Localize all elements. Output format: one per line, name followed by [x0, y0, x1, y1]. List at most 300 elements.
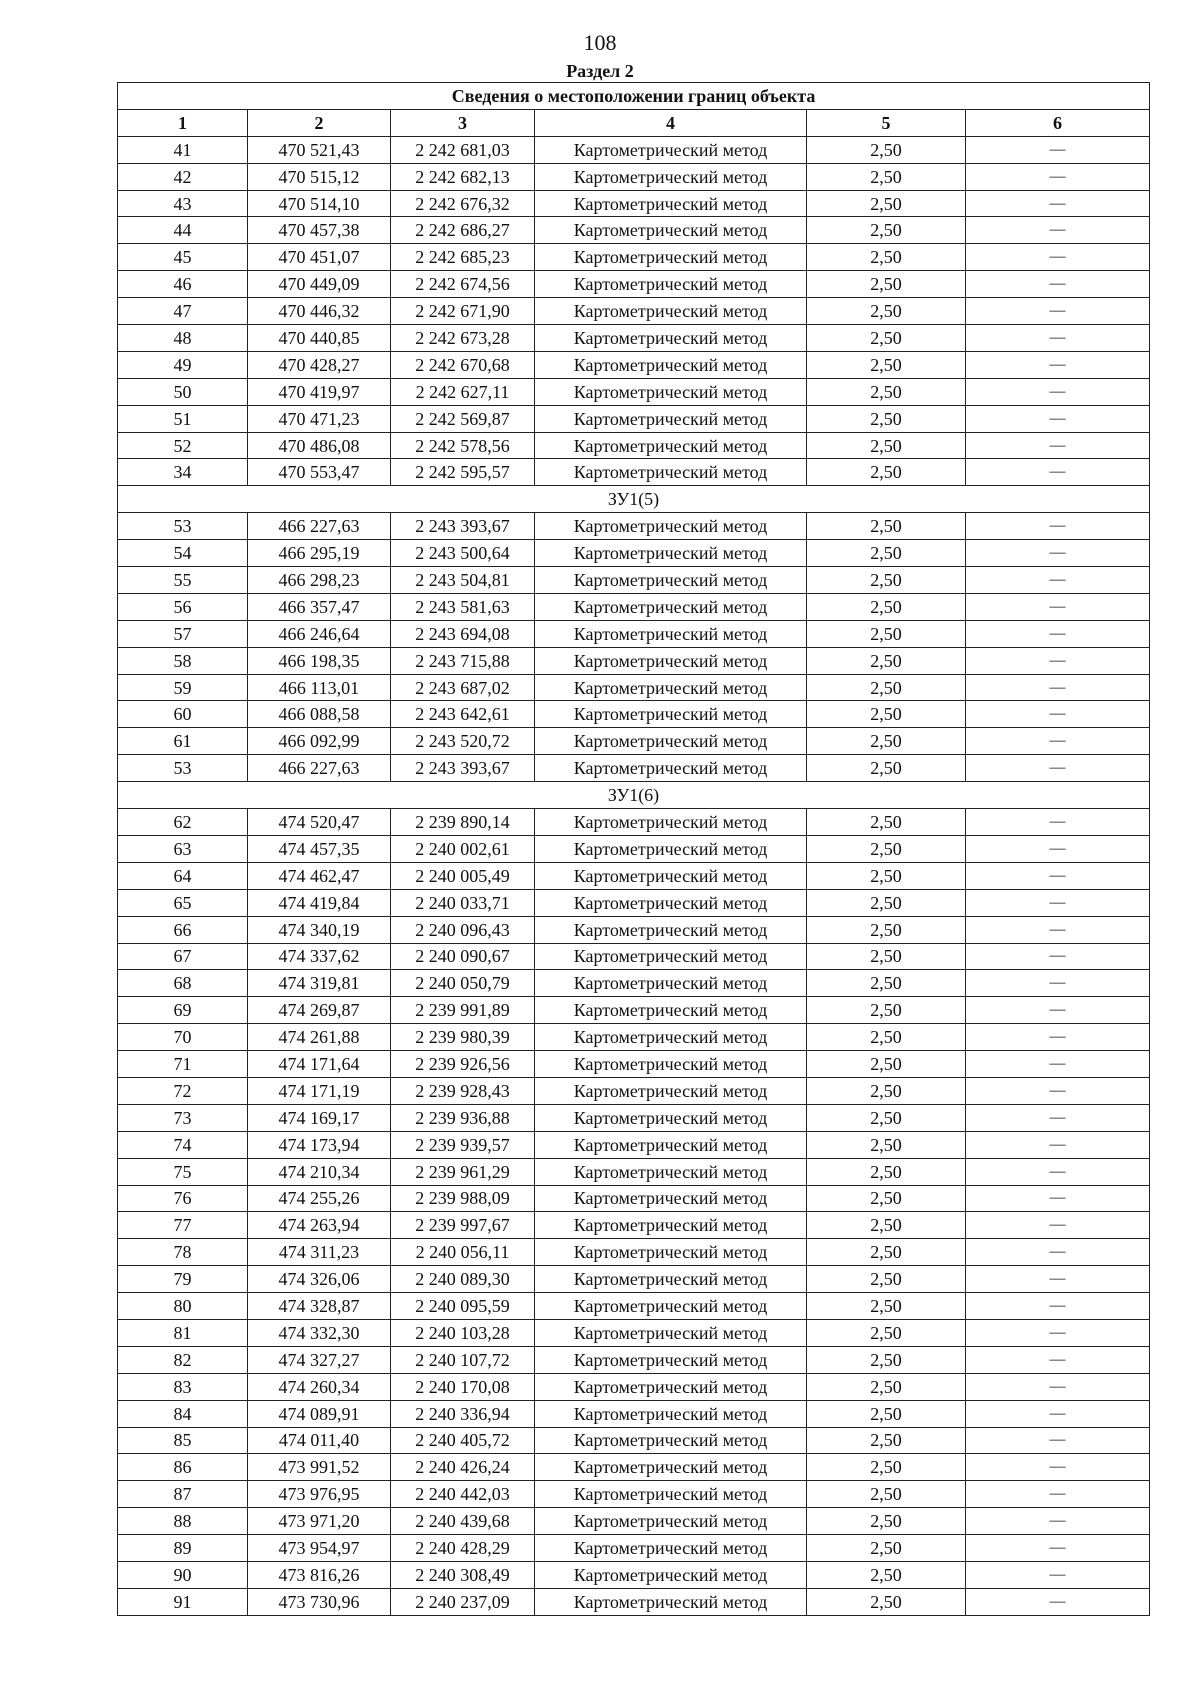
- method-cell: Картометрический метод: [535, 997, 807, 1024]
- table-row: [118, 1535, 1150, 1562]
- description-cell: —: [966, 1319, 1150, 1346]
- point-number-cell: 65: [118, 889, 248, 916]
- precision-cell: 2,50: [807, 1104, 966, 1131]
- table-row: [118, 1373, 1150, 1400]
- x-coordinate-cell: 474 169,17: [248, 1104, 391, 1131]
- method-cell: Картометрический метод: [535, 674, 807, 701]
- y-coordinate-cell: 2 243 393,67: [391, 513, 535, 540]
- y-coordinate-cell: 2 240 107,72: [391, 1346, 535, 1373]
- method-cell: Картометрический метод: [535, 1024, 807, 1051]
- x-coordinate-cell: 474 327,27: [248, 1346, 391, 1373]
- point-number-cell: 88: [118, 1508, 248, 1535]
- point-number-cell: 80: [118, 1293, 248, 1320]
- description-cell: —: [966, 1561, 1150, 1588]
- point-number-cell: 90: [118, 1561, 248, 1588]
- point-number-cell: 66: [118, 916, 248, 943]
- description-cell: —: [966, 136, 1150, 163]
- precision-cell: 2,50: [807, 405, 966, 432]
- y-coordinate-cell: 2 239 890,14: [391, 809, 535, 836]
- x-coordinate-cell: 473 816,26: [248, 1561, 391, 1588]
- precision-cell: 2,50: [807, 728, 966, 755]
- method-cell: Картометрический метод: [535, 1104, 807, 1131]
- description-cell: —: [966, 217, 1150, 244]
- x-coordinate-cell: 473 976,95: [248, 1481, 391, 1508]
- precision-cell: 2,50: [807, 1481, 966, 1508]
- description-cell: —: [966, 1077, 1150, 1104]
- table-row: [118, 674, 1150, 701]
- method-cell: Картометрический метод: [535, 728, 807, 755]
- point-number-cell: 60: [118, 701, 248, 728]
- x-coordinate-cell: 474 269,87: [248, 997, 391, 1024]
- caption-row: [118, 83, 1150, 110]
- point-number-cell: 53: [118, 755, 248, 782]
- table-row: [118, 567, 1150, 594]
- description-cell: —: [966, 997, 1150, 1024]
- method-cell: Картометрический метод: [535, 755, 807, 782]
- precision-cell: 2,50: [807, 432, 966, 459]
- x-coordinate-cell: 466 246,64: [248, 620, 391, 647]
- table-row: [118, 1400, 1150, 1427]
- method-cell: Картометрический метод: [535, 1158, 807, 1185]
- table-row: [118, 271, 1150, 298]
- x-coordinate-cell: 474 520,47: [248, 809, 391, 836]
- y-coordinate-cell: 2 240 170,08: [391, 1373, 535, 1400]
- x-coordinate-cell: 470 446,32: [248, 298, 391, 325]
- precision-cell: 2,50: [807, 378, 966, 405]
- table-row: [118, 755, 1150, 782]
- table-row: [118, 1508, 1150, 1535]
- precision-cell: 2,50: [807, 1346, 966, 1373]
- y-coordinate-cell: 2 240 308,49: [391, 1561, 535, 1588]
- y-coordinate-cell: 2 239 928,43: [391, 1077, 535, 1104]
- precision-cell: 2,50: [807, 1508, 966, 1535]
- precision-cell: 2,50: [807, 997, 966, 1024]
- table-row: [118, 1266, 1150, 1293]
- description-cell: —: [966, 862, 1150, 889]
- point-number-cell: 76: [118, 1185, 248, 1212]
- point-number-cell: 48: [118, 325, 248, 352]
- y-coordinate-cell: 2 242 673,28: [391, 325, 535, 352]
- table-row: [118, 1212, 1150, 1239]
- description-cell: —: [966, 378, 1150, 405]
- point-number-cell: 59: [118, 674, 248, 701]
- method-cell: Картометрический метод: [535, 325, 807, 352]
- table-row: [118, 1239, 1150, 1266]
- x-coordinate-cell: 466 113,01: [248, 674, 391, 701]
- point-number-cell: 82: [118, 1346, 248, 1373]
- point-number-cell: 44: [118, 217, 248, 244]
- column-header: 6: [966, 109, 1150, 136]
- x-coordinate-cell: 470 514,10: [248, 190, 391, 217]
- description-cell: —: [966, 244, 1150, 271]
- point-number-cell: 57: [118, 620, 248, 647]
- point-number-cell: 53: [118, 513, 248, 540]
- description-cell: —: [966, 1346, 1150, 1373]
- precision-cell: 2,50: [807, 136, 966, 163]
- x-coordinate-cell: 466 227,63: [248, 755, 391, 782]
- y-coordinate-cell: 2 240 050,79: [391, 970, 535, 997]
- precision-cell: 2,50: [807, 809, 966, 836]
- y-coordinate-cell: 2 243 500,64: [391, 540, 535, 567]
- precision-cell: 2,50: [807, 1024, 966, 1051]
- precision-cell: 2,50: [807, 1158, 966, 1185]
- description-cell: —: [966, 728, 1150, 755]
- table-row: [118, 1185, 1150, 1212]
- precision-cell: 2,50: [807, 1454, 966, 1481]
- y-coordinate-cell: 2 240 442,03: [391, 1481, 535, 1508]
- x-coordinate-cell: 470 515,12: [248, 163, 391, 190]
- description-cell: —: [966, 432, 1150, 459]
- x-coordinate-cell: 474 328,87: [248, 1293, 391, 1320]
- method-cell: Картометрический метод: [535, 1239, 807, 1266]
- description-cell: —: [966, 1427, 1150, 1454]
- point-number-cell: 81: [118, 1319, 248, 1346]
- method-cell: Картометрический метод: [535, 1400, 807, 1427]
- boundary-coordinates-table: [117, 82, 1150, 1616]
- precision-cell: 2,50: [807, 1266, 966, 1293]
- point-number-cell: 55: [118, 567, 248, 594]
- x-coordinate-cell: 466 295,19: [248, 540, 391, 567]
- y-coordinate-cell: 2 242 686,27: [391, 217, 535, 244]
- x-coordinate-cell: 474 319,81: [248, 970, 391, 997]
- table-row: [118, 1293, 1150, 1320]
- point-number-cell: 58: [118, 647, 248, 674]
- table-row: [118, 1104, 1150, 1131]
- x-coordinate-cell: 466 357,47: [248, 593, 391, 620]
- method-cell: Картометрический метод: [535, 1185, 807, 1212]
- precision-cell: 2,50: [807, 674, 966, 701]
- point-number-cell: 64: [118, 862, 248, 889]
- y-coordinate-cell: 2 242 682,13: [391, 163, 535, 190]
- y-coordinate-cell: 2 240 405,72: [391, 1427, 535, 1454]
- description-cell: —: [966, 674, 1150, 701]
- description-cell: —: [966, 1266, 1150, 1293]
- table-row: [118, 513, 1150, 540]
- method-cell: Картометрический метод: [535, 217, 807, 244]
- description-cell: —: [966, 620, 1150, 647]
- table-row: [118, 217, 1150, 244]
- description-cell: —: [966, 271, 1150, 298]
- precision-cell: 2,50: [807, 701, 966, 728]
- y-coordinate-cell: 2 240 089,30: [391, 1266, 535, 1293]
- table-caption: Сведения о местоположении границ объекта: [118, 83, 1150, 110]
- x-coordinate-cell: 474 173,94: [248, 1131, 391, 1158]
- point-number-cell: 91: [118, 1588, 248, 1615]
- x-coordinate-cell: 466 227,63: [248, 513, 391, 540]
- y-coordinate-cell: 2 242 681,03: [391, 136, 535, 163]
- table-header: [118, 83, 1150, 137]
- description-cell: —: [966, 943, 1150, 970]
- y-coordinate-cell: 2 243 581,63: [391, 593, 535, 620]
- precision-cell: 2,50: [807, 1535, 966, 1562]
- point-number-cell: 79: [118, 1266, 248, 1293]
- precision-cell: 2,50: [807, 1588, 966, 1615]
- method-cell: Картометрический метод: [535, 567, 807, 594]
- land-plot-group-label: ЗУ1(6): [118, 782, 1150, 809]
- y-coordinate-cell: 2 239 991,89: [391, 997, 535, 1024]
- column-number-row: [118, 109, 1150, 136]
- point-number-cell: 43: [118, 190, 248, 217]
- table-row: [118, 1158, 1150, 1185]
- precision-cell: 2,50: [807, 1400, 966, 1427]
- point-number-cell: 87: [118, 1481, 248, 1508]
- precision-cell: 2,50: [807, 1293, 966, 1320]
- precision-cell: 2,50: [807, 862, 966, 889]
- point-number-cell: 74: [118, 1131, 248, 1158]
- column-header: 5: [807, 109, 966, 136]
- y-coordinate-cell: 2 239 939,57: [391, 1131, 535, 1158]
- method-cell: Картометрический метод: [535, 1508, 807, 1535]
- y-coordinate-cell: 2 242 676,32: [391, 190, 535, 217]
- table-row: [118, 378, 1150, 405]
- point-number-cell: 41: [118, 136, 248, 163]
- method-cell: Картометрический метод: [535, 862, 807, 889]
- table-row: [118, 432, 1150, 459]
- x-coordinate-cell: 470 521,43: [248, 136, 391, 163]
- y-coordinate-cell: 2 239 980,39: [391, 1024, 535, 1051]
- table-row: [118, 1077, 1150, 1104]
- precision-cell: 2,50: [807, 1561, 966, 1588]
- method-cell: Картометрический метод: [535, 1293, 807, 1320]
- table-row: [118, 862, 1150, 889]
- table-row: [118, 728, 1150, 755]
- x-coordinate-cell: 474 255,26: [248, 1185, 391, 1212]
- description-cell: —: [966, 459, 1150, 486]
- table-row: [118, 809, 1150, 836]
- description-cell: —: [966, 1239, 1150, 1266]
- point-number-cell: 62: [118, 809, 248, 836]
- table-row: [118, 620, 1150, 647]
- point-number-cell: 68: [118, 970, 248, 997]
- point-number-cell: 84: [118, 1400, 248, 1427]
- point-number-cell: 45: [118, 244, 248, 271]
- point-number-cell: 47: [118, 298, 248, 325]
- x-coordinate-cell: 466 198,35: [248, 647, 391, 674]
- description-cell: —: [966, 916, 1150, 943]
- description-cell: —: [966, 1508, 1150, 1535]
- table-row: [118, 593, 1150, 620]
- description-cell: —: [966, 567, 1150, 594]
- method-cell: Картометрический метод: [535, 620, 807, 647]
- x-coordinate-cell: 474 326,06: [248, 1266, 391, 1293]
- description-cell: —: [966, 1024, 1150, 1051]
- y-coordinate-cell: 2 239 988,09: [391, 1185, 535, 1212]
- method-cell: Картометрический метод: [535, 190, 807, 217]
- point-number-cell: 75: [118, 1158, 248, 1185]
- method-cell: Картометрический метод: [535, 1346, 807, 1373]
- description-cell: —: [966, 1481, 1150, 1508]
- method-cell: Картометрический метод: [535, 916, 807, 943]
- description-cell: —: [966, 1400, 1150, 1427]
- precision-cell: 2,50: [807, 1319, 966, 1346]
- table-row: [118, 163, 1150, 190]
- y-coordinate-cell: 2 243 687,02: [391, 674, 535, 701]
- method-cell: Картометрический метод: [535, 513, 807, 540]
- description-cell: —: [966, 190, 1150, 217]
- precision-cell: 2,50: [807, 567, 966, 594]
- table-row: [118, 1051, 1150, 1078]
- table-row: [118, 1427, 1150, 1454]
- group-row: [118, 486, 1150, 513]
- description-cell: —: [966, 1158, 1150, 1185]
- y-coordinate-cell: 2 240 103,28: [391, 1319, 535, 1346]
- y-coordinate-cell: 2 243 715,88: [391, 647, 535, 674]
- y-coordinate-cell: 2 242 627,11: [391, 378, 535, 405]
- point-number-cell: 52: [118, 432, 248, 459]
- y-coordinate-cell: 2 242 671,90: [391, 298, 535, 325]
- x-coordinate-cell: 474 011,40: [248, 1427, 391, 1454]
- point-number-cell: 46: [118, 271, 248, 298]
- precision-cell: 2,50: [807, 513, 966, 540]
- description-cell: —: [966, 351, 1150, 378]
- y-coordinate-cell: 2 240 095,59: [391, 1293, 535, 1320]
- table-body: [118, 136, 1150, 1615]
- description-cell: —: [966, 835, 1150, 862]
- precision-cell: 2,50: [807, 1373, 966, 1400]
- point-number-cell: 49: [118, 351, 248, 378]
- description-cell: —: [966, 405, 1150, 432]
- point-number-cell: 71: [118, 1051, 248, 1078]
- method-cell: Картометрический метод: [535, 163, 807, 190]
- method-cell: Картометрический метод: [535, 432, 807, 459]
- description-cell: —: [966, 1293, 1150, 1320]
- description-cell: —: [966, 540, 1150, 567]
- description-cell: —: [966, 1131, 1150, 1158]
- y-coordinate-cell: 2 242 578,56: [391, 432, 535, 459]
- y-coordinate-cell: 2 240 033,71: [391, 889, 535, 916]
- x-coordinate-cell: 474 337,62: [248, 943, 391, 970]
- y-coordinate-cell: 2 240 096,43: [391, 916, 535, 943]
- description-cell: —: [966, 970, 1150, 997]
- table-row: [118, 647, 1150, 674]
- table-row: [118, 701, 1150, 728]
- point-number-cell: 78: [118, 1239, 248, 1266]
- precision-cell: 2,50: [807, 620, 966, 647]
- table-row: [118, 325, 1150, 352]
- group-row: [118, 782, 1150, 809]
- precision-cell: 2,50: [807, 217, 966, 244]
- table-row: [118, 1454, 1150, 1481]
- description-cell: —: [966, 298, 1150, 325]
- table-row: [118, 405, 1150, 432]
- method-cell: Картометрический метод: [535, 1561, 807, 1588]
- precision-cell: 2,50: [807, 970, 966, 997]
- description-cell: —: [966, 755, 1150, 782]
- x-coordinate-cell: 474 261,88: [248, 1024, 391, 1051]
- method-cell: Картометрический метод: [535, 701, 807, 728]
- x-coordinate-cell: 473 971,20: [248, 1508, 391, 1535]
- point-number-cell: 72: [118, 1077, 248, 1104]
- precision-cell: 2,50: [807, 163, 966, 190]
- method-cell: Картометрический метод: [535, 1266, 807, 1293]
- method-cell: Картометрический метод: [535, 244, 807, 271]
- land-plot-group-label: ЗУ1(5): [118, 486, 1150, 513]
- table-row: [118, 1024, 1150, 1051]
- table-row: [118, 1319, 1150, 1346]
- method-cell: Картометрический метод: [535, 271, 807, 298]
- precision-cell: 2,50: [807, 459, 966, 486]
- point-number-cell: 77: [118, 1212, 248, 1239]
- method-cell: Картометрический метод: [535, 1588, 807, 1615]
- x-coordinate-cell: 470 419,97: [248, 378, 391, 405]
- method-cell: Картометрический метод: [535, 136, 807, 163]
- x-coordinate-cell: 470 440,85: [248, 325, 391, 352]
- x-coordinate-cell: 470 553,47: [248, 459, 391, 486]
- precision-cell: 2,50: [807, 351, 966, 378]
- method-cell: Картометрический метод: [535, 298, 807, 325]
- y-coordinate-cell: 2 243 520,72: [391, 728, 535, 755]
- x-coordinate-cell: 474 332,30: [248, 1319, 391, 1346]
- x-coordinate-cell: 474 457,35: [248, 835, 391, 862]
- column-header: 4: [535, 109, 807, 136]
- method-cell: Картометрический метод: [535, 1051, 807, 1078]
- y-coordinate-cell: 2 240 002,61: [391, 835, 535, 862]
- x-coordinate-cell: 474 260,34: [248, 1373, 391, 1400]
- method-cell: Картометрический метод: [535, 889, 807, 916]
- method-cell: Картометрический метод: [535, 378, 807, 405]
- description-cell: —: [966, 1454, 1150, 1481]
- precision-cell: 2,50: [807, 647, 966, 674]
- precision-cell: 2,50: [807, 1239, 966, 1266]
- point-number-cell: 70: [118, 1024, 248, 1051]
- description-cell: —: [966, 163, 1150, 190]
- precision-cell: 2,50: [807, 1051, 966, 1078]
- description-cell: —: [966, 1588, 1150, 1615]
- x-coordinate-cell: 473 730,96: [248, 1588, 391, 1615]
- x-coordinate-cell: 474 171,64: [248, 1051, 391, 1078]
- x-coordinate-cell: 470 451,07: [248, 244, 391, 271]
- x-coordinate-cell: 466 298,23: [248, 567, 391, 594]
- y-coordinate-cell: 2 242 685,23: [391, 244, 535, 271]
- precision-cell: 2,50: [807, 889, 966, 916]
- x-coordinate-cell: 473 991,52: [248, 1454, 391, 1481]
- point-number-cell: 85: [118, 1427, 248, 1454]
- y-coordinate-cell: 2 242 595,57: [391, 459, 535, 486]
- point-number-cell: 61: [118, 728, 248, 755]
- precision-cell: 2,50: [807, 916, 966, 943]
- table-row: [118, 835, 1150, 862]
- y-coordinate-cell: 2 243 393,67: [391, 755, 535, 782]
- x-coordinate-cell: 473 954,97: [248, 1535, 391, 1562]
- column-header: 1: [118, 109, 248, 136]
- method-cell: Картометрический метод: [535, 1373, 807, 1400]
- method-cell: Картометрический метод: [535, 351, 807, 378]
- precision-cell: 2,50: [807, 190, 966, 217]
- table-row: [118, 136, 1150, 163]
- y-coordinate-cell: 2 239 936,88: [391, 1104, 535, 1131]
- point-number-cell: 67: [118, 943, 248, 970]
- table-row: [118, 190, 1150, 217]
- table-row: [118, 970, 1150, 997]
- table-row: [118, 997, 1150, 1024]
- table-row: [118, 540, 1150, 567]
- precision-cell: 2,50: [807, 1077, 966, 1104]
- precision-cell: 2,50: [807, 540, 966, 567]
- description-cell: —: [966, 1185, 1150, 1212]
- x-coordinate-cell: 470 486,08: [248, 432, 391, 459]
- y-coordinate-cell: 2 240 237,09: [391, 1588, 535, 1615]
- method-cell: Картометрический метод: [535, 835, 807, 862]
- point-number-cell: 51: [118, 405, 248, 432]
- precision-cell: 2,50: [807, 244, 966, 271]
- point-number-cell: 54: [118, 540, 248, 567]
- y-coordinate-cell: 2 242 569,87: [391, 405, 535, 432]
- description-cell: —: [966, 593, 1150, 620]
- point-number-cell: 83: [118, 1373, 248, 1400]
- precision-cell: 2,50: [807, 1185, 966, 1212]
- description-cell: —: [966, 513, 1150, 540]
- precision-cell: 2,50: [807, 271, 966, 298]
